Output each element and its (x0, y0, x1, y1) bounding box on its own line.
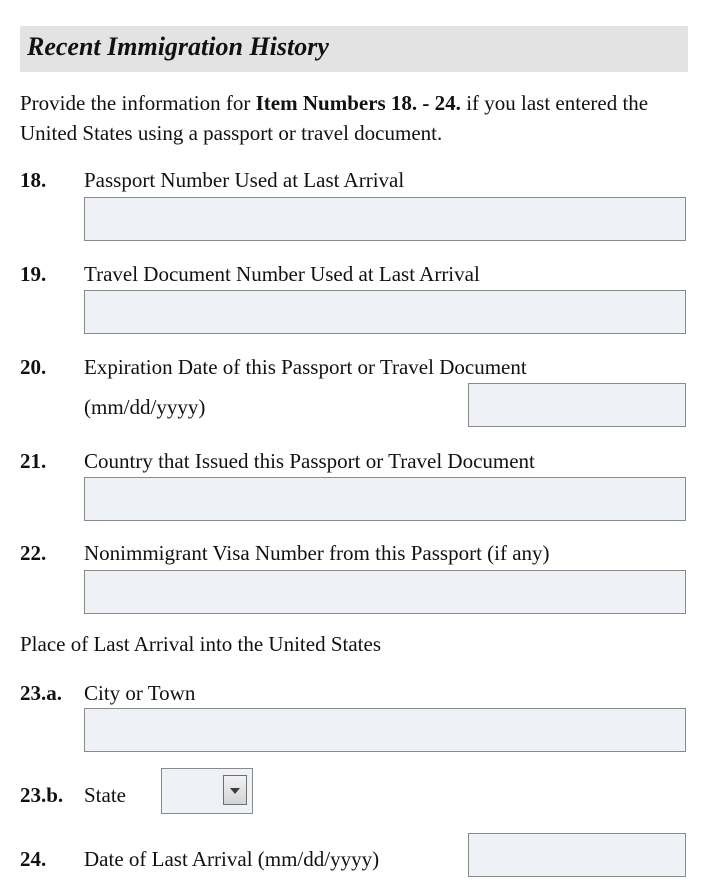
item-21-number: 21. (20, 449, 47, 473)
intro-suffix: if you last entered the United States using a passport or travel document. (20, 91, 649, 145)
item-24-number: 24. (20, 847, 47, 871)
item-22-label: Nonimmigrant Visa Number from this Passport (if any) (84, 541, 550, 565)
intro-text (20, 88, 700, 148)
item-22-number: 22. (20, 541, 47, 565)
item-23b-label: State (84, 783, 126, 807)
item-20-format: (mm/dd/yyyy) (84, 395, 206, 419)
item-24-label: Date of Last Arrival (mm/dd/yyyy) (84, 847, 380, 871)
travel-document-number-input[interactable] (84, 290, 686, 334)
item-20-number: 20. (20, 355, 47, 379)
place-of-arrival-heading: Place of Last Arrival into the United States (20, 632, 381, 656)
state-dropdown-button[interactable] (223, 775, 247, 805)
section-header (20, 26, 688, 72)
issuing-country-input[interactable] (84, 477, 686, 521)
chevron-down-icon (230, 788, 240, 794)
last-arrival-date-input[interactable] (468, 833, 686, 877)
item-19-label: Travel Document Number Used at Last Arrival (84, 262, 480, 286)
intro-bold: Item Numbers 18. - 24. (255, 91, 461, 115)
item-23a-number: 23.a. (20, 681, 62, 705)
item-20-label: Expiration Date of this Passport or Travel Document (84, 355, 527, 379)
city-or-town-input[interactable] (84, 708, 686, 752)
item-23b-number: 23.b. (20, 783, 64, 807)
item-19-number: 19. (20, 262, 47, 286)
item-18-number: 18. (20, 168, 47, 192)
section-title: Recent Immigration History (27, 32, 329, 61)
passport-number-input[interactable] (84, 197, 686, 241)
expiration-date-input[interactable] (468, 383, 686, 427)
visa-number-input[interactable] (84, 570, 686, 614)
item-23a-label: City or Town (84, 681, 196, 705)
state-select[interactable] (161, 768, 253, 814)
intro-prefix: Provide the information for (20, 91, 256, 115)
item-21-label: Country that Issued this Passport or Travel Document (84, 449, 535, 473)
item-18-label: Passport Number Used at Last Arrival (84, 168, 405, 192)
